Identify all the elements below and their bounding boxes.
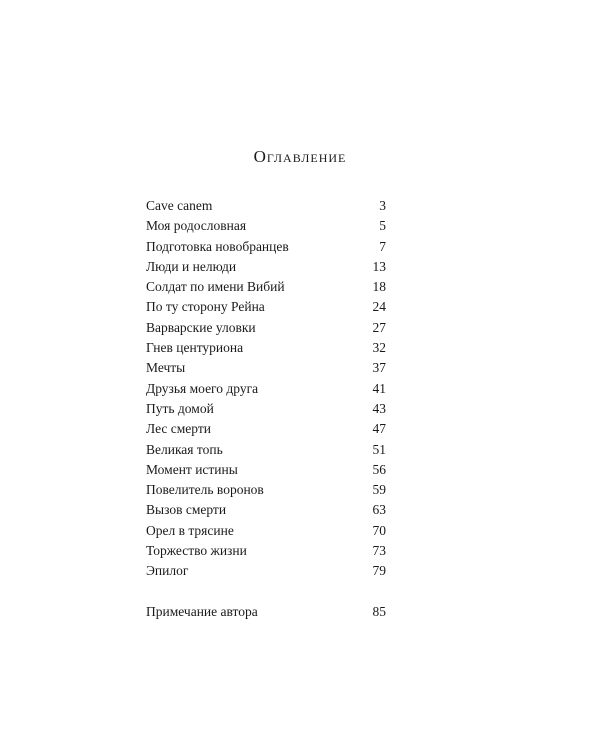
toc-entry-page: 5	[379, 218, 386, 234]
toc-entry-title: Торжество жизни	[146, 543, 247, 559]
toc-entry-title: Гнев центуриона	[146, 340, 244, 356]
toc-entry	[146, 440, 386, 460]
toc-entry-page: 63	[372, 502, 386, 518]
toc-entry-page: 3	[379, 198, 386, 213]
toc-entry-title: Мечты	[146, 360, 186, 376]
toc-entry-page: 7	[379, 238, 386, 254]
toc-entry	[146, 521, 386, 541]
toc-entry-page: 51	[372, 441, 386, 457]
toc-entry-page: 27	[372, 319, 386, 335]
toc-entry	[146, 358, 386, 378]
toc-entry	[146, 561, 386, 581]
toc-entry-page: 24	[372, 299, 386, 315]
toc-entry-title: Друзья моего друга	[146, 380, 259, 396]
toc-entry-title: Варварские уловки	[146, 319, 256, 335]
toc-list	[146, 196, 386, 622]
toc-entry-title: Солдат по имени Вибий	[146, 279, 285, 295]
toc-entry	[146, 257, 386, 277]
toc-entry-title: Эпилог	[146, 563, 189, 579]
toc-entry-title: Повелитель воронов	[146, 482, 264, 498]
toc-entry	[146, 460, 386, 480]
toc-entry	[146, 379, 386, 399]
toc-entry	[146, 480, 386, 500]
toc-entry	[146, 500, 386, 520]
toc-entry-title: Путь домой	[146, 400, 214, 416]
toc-entry	[146, 318, 386, 338]
toc-entry-page: 32	[372, 340, 386, 356]
toc-entry-title: Орел в трясине	[146, 522, 234, 538]
toc-entry-page: 43	[372, 400, 386, 416]
toc-entry-title: Великая топь	[146, 441, 223, 457]
toc-entry-page: 73	[372, 543, 386, 559]
toc-entry-page: 37	[372, 360, 386, 376]
toc-entry	[146, 216, 386, 236]
toc-heading: Оглавление	[253, 147, 347, 166]
toc-appendix-page: 85	[372, 603, 386, 619]
toc-entry-page: 13	[372, 258, 386, 274]
toc-entry-title: Моя родословная	[146, 218, 247, 234]
toc-entry-title: Cave canem	[146, 198, 213, 213]
toc-entry	[146, 541, 386, 561]
toc-entry-page: 47	[372, 421, 386, 437]
toc-entry	[146, 419, 386, 439]
toc-entry-page: 18	[372, 279, 386, 295]
toc-entry-page: 59	[372, 482, 386, 498]
toc-entry	[146, 297, 386, 317]
toc-entry-title: Люди и нелюди	[146, 258, 237, 274]
toc-entry-title: Момент истины	[146, 461, 238, 477]
toc-entry-page: 79	[372, 563, 386, 579]
toc-entry	[146, 277, 386, 297]
toc-entry-page: 56	[372, 461, 386, 477]
toc-entry	[146, 338, 386, 358]
toc-entry	[146, 237, 386, 257]
toc-entry	[146, 196, 386, 216]
toc-entry-page: 41	[372, 380, 386, 396]
toc-entry-page: 70	[372, 522, 386, 538]
toc-entry-title: По ту сторону Рейна	[146, 299, 265, 315]
toc-appendix-entry	[146, 602, 386, 622]
toc-entry-title: Подготовка новобранцев	[146, 238, 289, 254]
toc-entry-title: Вызов смерти	[146, 502, 227, 518]
toc-entry-title: Лес смерти	[146, 421, 211, 437]
toc-entry	[146, 399, 386, 419]
toc-appendix-title: Примечание автора	[146, 603, 258, 619]
